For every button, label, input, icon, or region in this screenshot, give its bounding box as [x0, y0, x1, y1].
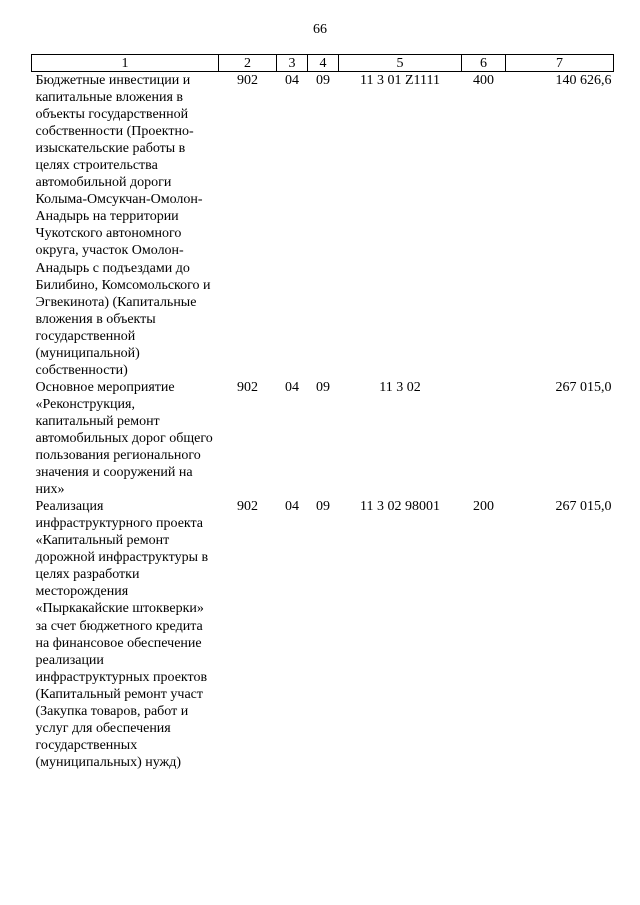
row-amount: 267 015,0 — [555, 379, 612, 395]
header-col-6: 6 — [462, 55, 506, 72]
header-col-3: 3 — [277, 55, 308, 72]
table-row — [32, 379, 614, 498]
row-name: Основное мероприятие «Реконструкция, капитальный ремонт автомобильных дорог общего пользования регионального значения и сооружений на них» — [35, 379, 213, 498]
row-section: 04 — [285, 499, 299, 515]
row-expense-type: 200 — [473, 499, 494, 515]
header-col-1: 1 — [32, 55, 219, 72]
budget-table — [31, 54, 614, 771]
row-amount: 267 015,0 — [555, 499, 612, 515]
row-name: Реализация инфраструктурного проекта «Капитальный ремонт дорожной инфраструктуры в целях разработки месторождения «Пыркакайские штокверки» за счет бюджетного кредита на финансовое обеспечение реализации инфраструктурных проектов (Капитальный ремонт участ (Закупка товаров, работ и услуг для обеспечения государственных (муниципальных) нужд) — [35, 499, 209, 770]
header-col-5: 5 — [339, 55, 462, 72]
row-target-article: 11 3 02 98001 — [360, 499, 440, 515]
row-expense-type: 400 — [473, 73, 494, 88]
row-ministry: 902 — [237, 499, 258, 515]
row-section: 04 — [285, 379, 299, 395]
row-ministry: 902 — [237, 73, 258, 88]
row-expense-type — [462, 379, 506, 498]
row-subsection: 09 — [316, 73, 330, 88]
row-amount: 140 626,6 — [555, 73, 612, 88]
row-subsection: 09 — [316, 379, 330, 395]
header-row — [32, 55, 614, 72]
header-col-2: 2 — [219, 55, 277, 72]
row-section: 04 — [285, 73, 299, 88]
row-subsection: 09 — [316, 499, 330, 515]
header-col-7: 7 — [506, 55, 614, 72]
row-ministry: 902 — [237, 379, 258, 395]
page-number: 66 — [313, 22, 327, 37]
row-target-article: 11 3 01 Z1111 — [360, 73, 440, 88]
row-name: Бюджетные инвестиции и капитальные вложения в объекты государственной собственности (Проектно-изыскательские работы в целях строительства автомобильной дороги Колыма-Омсукчан-Омолон-Анадырь на территории Чукотского автономного округа, участок Омолон-Анадырь с подъездами до Билибино, Комсомольского и Эгвекинота) (Капитальные вложения в объекты государственной (муниципальной) собственности) — [35, 73, 211, 378]
header-col-4: 4 — [308, 55, 339, 72]
row-target-article: 11 3 02 — [379, 379, 421, 395]
table-body — [32, 72, 614, 771]
table-row — [32, 72, 614, 379]
table-header — [32, 55, 614, 72]
table-row — [32, 498, 614, 771]
